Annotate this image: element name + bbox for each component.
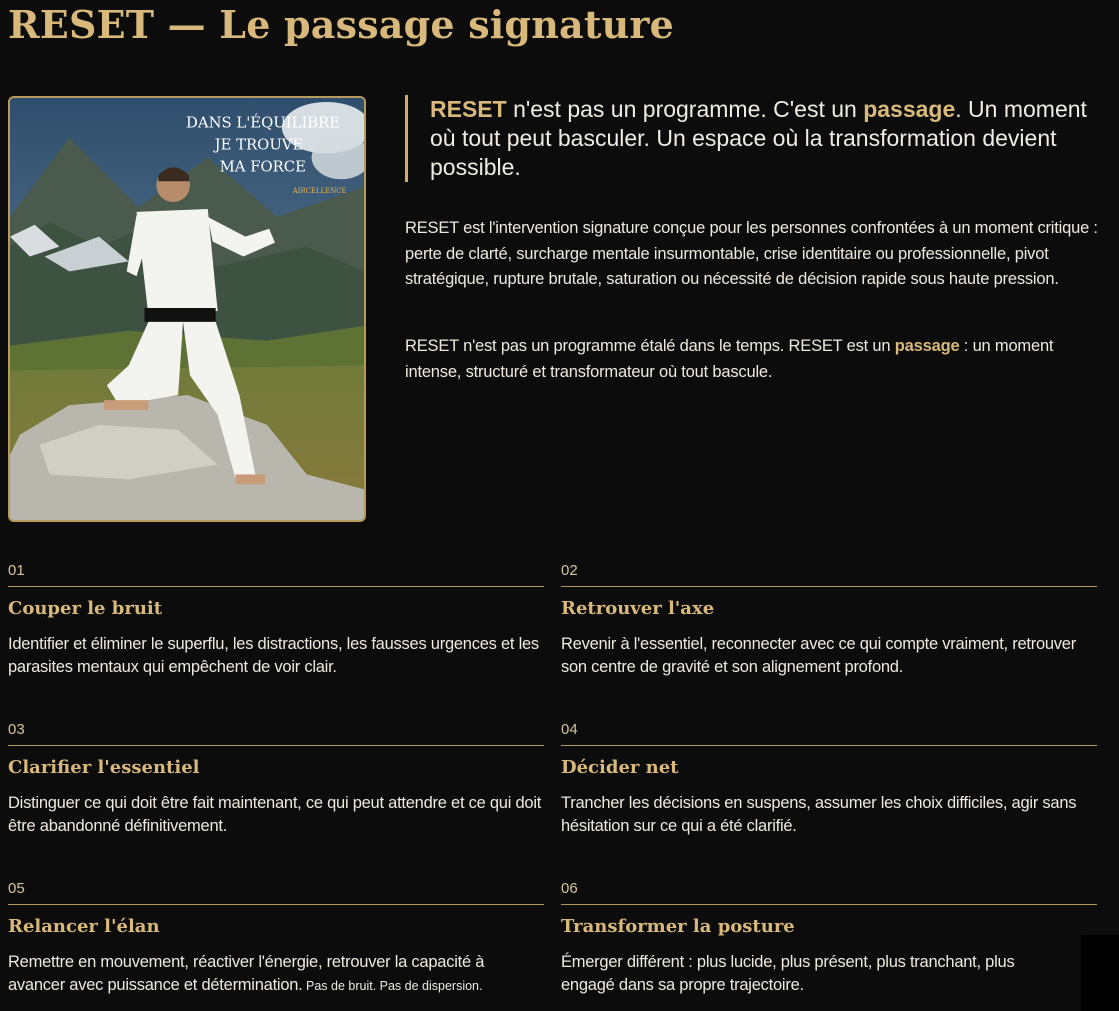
paragraph2-highlight: passage [894, 337, 960, 355]
karate-photo [10, 98, 364, 520]
step-number: 05 [8, 880, 25, 897]
quote-brand: RESET [430, 96, 507, 122]
image-logo: AIRCELLENCE [292, 187, 347, 196]
quote-text-2: . Un moment où tout peut basculer. Un espace où la transformation devient possible. [430, 96, 1087, 180]
step-divider [561, 904, 1097, 905]
quote-highlight: passage [863, 96, 956, 122]
step-description: Distinguer ce qui doit être fait maintenant, ce qui peut attendre et ce qui doit être abandonné définitivement. [8, 794, 542, 835]
step-description-main: Remettre en mouvement, réactiver l'énergie, retrouver la capacité à avancer avec puissance et détermination. [8, 953, 485, 994]
step-card [561, 879, 1097, 997]
step-number: 01 [8, 562, 25, 579]
edge-overlay [1081, 935, 1119, 1011]
step-number: 02 [561, 562, 578, 579]
quote-text-1: n'est pas un programme. C'est un [506, 96, 864, 122]
paragraph2-text-1: RESET n'est pas un programme étalé dans le temps. RESET est un [405, 337, 895, 355]
step-divider [8, 586, 544, 587]
paragraph2-text-2: : un moment intense, structuré et transformateur où tout bascule. [405, 337, 1054, 381]
image-text-line3: MA FORCE [219, 158, 306, 176]
step-divider [561, 745, 1097, 746]
step-description: Identifier et éliminer le superflu, les distractions, les fausses urgences et les parasites mentaux qui empêchent de voir clair. [8, 635, 539, 676]
step-title: Décider net [561, 757, 679, 778]
step-number: 04 [561, 721, 578, 738]
step-card [561, 561, 1097, 679]
step-card [8, 720, 544, 838]
hero-image [8, 96, 366, 522]
step-card [8, 561, 544, 679]
image-text-line2: JE TROUVE [214, 136, 304, 154]
image-text-line1: DANS L'ÉQUILIBRE [186, 114, 341, 132]
intro-paragraph-1: RESET est l'intervention signature conçue pour les personnes confrontées à un moment critique : perte de clarté, surcharge mentale insurmontable, crise identitaire ou professionnelle, pivot stratégique, rupture brutale, saturation ou nécessité de décision rapide sous haute pression. [405, 219, 1098, 288]
step-divider [8, 904, 544, 905]
step-divider [8, 745, 544, 746]
step-title: Clarifier l'essentiel [8, 757, 200, 778]
step-description [8, 951, 544, 998]
step-title: Transformer la posture [561, 916, 795, 937]
step-description-aside: Pas de bruit. Pas de dispersion. [302, 979, 483, 993]
step-title: Retrouver l'axe [561, 598, 715, 619]
step-card [8, 879, 544, 998]
intro-paragraph-2 [405, 334, 1105, 385]
step-divider [561, 586, 1097, 587]
step-number: 03 [8, 721, 25, 738]
intro-quote [405, 95, 1105, 182]
step-description: Émerger différent : plus lucide, plus présent, plus tranchant, plus engagé dans sa propre trajectoire. [561, 953, 1015, 994]
page-title: RESET — Le passage signature [8, 2, 675, 47]
step-title: Couper le bruit [8, 598, 163, 619]
step-title: Relancer l'élan [8, 916, 160, 937]
step-description: Revenir à l'essentiel, reconnecter avec ce qui compte vraiment, retrouver son centre de gravité et son alignement profond. [561, 635, 1076, 676]
step-card [561, 720, 1097, 838]
step-description: Trancher les décisions en suspens, assumer les choix difficiles, agir sans hésitation sur ce qui a été clarifié. [561, 794, 1077, 835]
step-number: 06 [561, 880, 578, 897]
